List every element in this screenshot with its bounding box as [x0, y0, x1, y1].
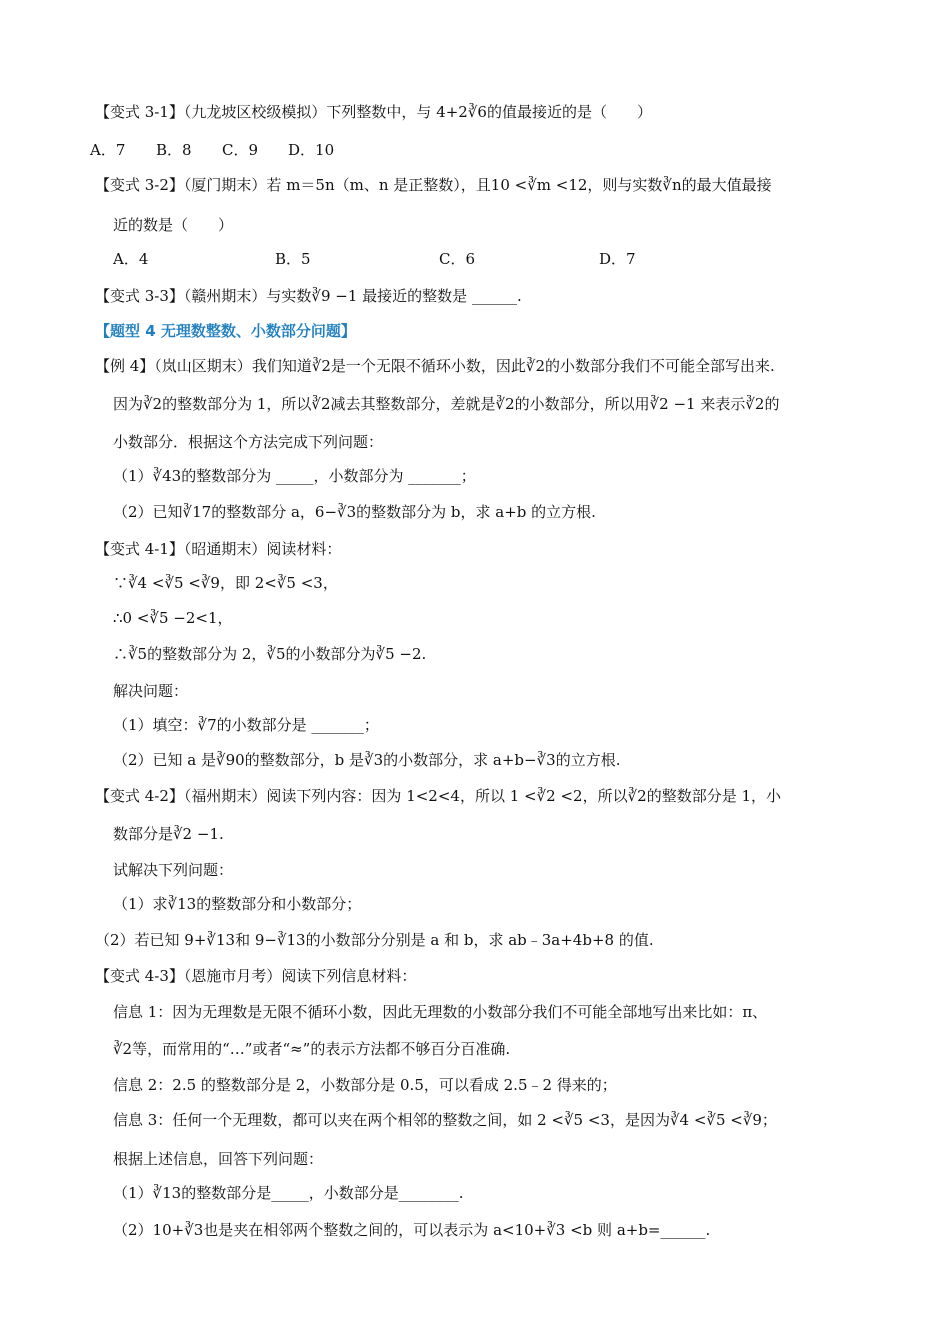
option-a: A．4	[113, 250, 149, 268]
variant-4-3-part2: （2）10+∛3也是夹在相邻两个整数之间的，可以表示为 a<10+∛3 <b 则 a+b=______.	[113, 1221, 711, 1239]
example-4-part2: （2）已知∛17的整数部分 a，6−∛3的整数部分为 b，求 a+b 的立方根.	[113, 503, 596, 521]
question-variant-3-2: 【变式 3-2】（厦门期末）若 m＝5n（m、n 是正整数），且10 <∛m <12，则与实数∛n的最大值最接	[95, 176, 772, 194]
option-b: B．5	[275, 250, 311, 268]
variant-4-3-part1: （1）∛13的整数部分是_____，小数部分是________.	[113, 1184, 464, 1202]
section-heading-type-4: 【题型 4 无理数整数、小数部分问题】	[95, 322, 356, 340]
question-variant-3-1: 【变式 3-1】（九龙坡区校级模拟）下列整数中，与 4+2∛6的值最接近的是（ ）	[95, 103, 652, 121]
question-variant-4-2: 【变式 4-2】（福州期末）阅读下列内容：因为 1<2<4，所以 1 <∛2 <2，所以∛2的整数部分是 1，小	[95, 787, 782, 805]
variant-4-3-info1-cont: ∛2等，而常用的“…”或者“≈”的表示方法都不够百分百准确.	[113, 1040, 511, 1058]
option-b: B．8	[156, 141, 192, 159]
question-variant-4-1: 【变式 4-1】（昭通期末）阅读材料：	[95, 540, 342, 558]
option-c: C．9	[222, 141, 259, 159]
question-variant-3-2-cont: 近的数是（ ）	[113, 216, 234, 234]
example-4-cont2: 小数部分．根据这个方法完成下列问题：	[113, 433, 384, 451]
variant-4-2-try: 试解决下列问题：	[113, 861, 234, 879]
options-variant-3-1	[90, 139, 870, 161]
variant-4-1-step1: ∵∛4 <∛5 <∛9，即 2<∛5 <3，	[113, 574, 338, 592]
options-variant-3-2	[113, 248, 870, 270]
variant-4-3-info3: 信息 3：任何一个无理数，都可以夹在两个相邻的整数之间，如 2 <∛5 <3，是因为∛4 <∛5 <∛9；	[113, 1111, 777, 1129]
option-c: C．6	[439, 250, 476, 268]
question-variant-3-3: 【变式 3-3】（赣州期末）与实数∛9 −1 最接近的整数是 ______.	[95, 287, 522, 305]
variant-4-1-part2: （2）已知 a 是∛90的整数部分，b 是∛3的小数部分，求 a+b−∛3的立方根.	[113, 751, 621, 769]
variant-4-2-cont: 数部分是∛2 −1.	[113, 825, 224, 843]
variant-4-2-part2: （2）若已知 9+∛13和 9−∛13的小数部分分别是 a 和 b，求 ab﹣3a+4b+8 的值.	[95, 931, 654, 949]
option-a: A．7	[90, 141, 126, 159]
option-d: D．7	[599, 250, 636, 268]
variant-4-1-part1: （1）填空：∛7的小数部分是 _______；	[113, 716, 379, 734]
example-4: 【例 4】（岚山区期末）我们知道∛2是一个无限不循环小数，因此∛2的小数部分我们不可能全部写出来.	[95, 357, 775, 375]
option-d: D．10	[288, 141, 335, 159]
variant-4-2-part1: （1）求∛13的整数部分和小数部分；	[113, 895, 362, 913]
variant-4-3-info2: 信息 2：2.5 的整数部分是 2，小数部分是 0.5，可以看成 2.5﹣2 得来的；	[113, 1076, 617, 1094]
variant-4-1-step3: ∴∛5的整数部分为 2，∛5的小数部分为∛5 −2.	[113, 645, 427, 663]
example-4-part1: （1）∛43的整数部分为 _____，小数部分为 _______；	[113, 467, 476, 485]
variant-4-3-prompt: 根据上述信息，回答下列问题：	[113, 1150, 324, 1168]
variant-4-1-step2: ∴0 <∛5 −2<1，	[113, 609, 233, 627]
variant-4-1-solve: 解决问题：	[113, 682, 189, 700]
question-variant-4-3: 【变式 4-3】（恩施市月考）阅读下列信息材料：	[95, 967, 417, 985]
example-4-cont1: 因为∛2的整数部分为 1，所以∛2减去其整数部分，差就是∛2的小数部分，所以用∛2 −1 来表示∛2的	[113, 395, 780, 413]
variant-4-3-info1: 信息 1：因为无理数是无限不循环小数，因此无理数的小数部分我们不可能全部地写出来比如：π、	[113, 1003, 768, 1021]
